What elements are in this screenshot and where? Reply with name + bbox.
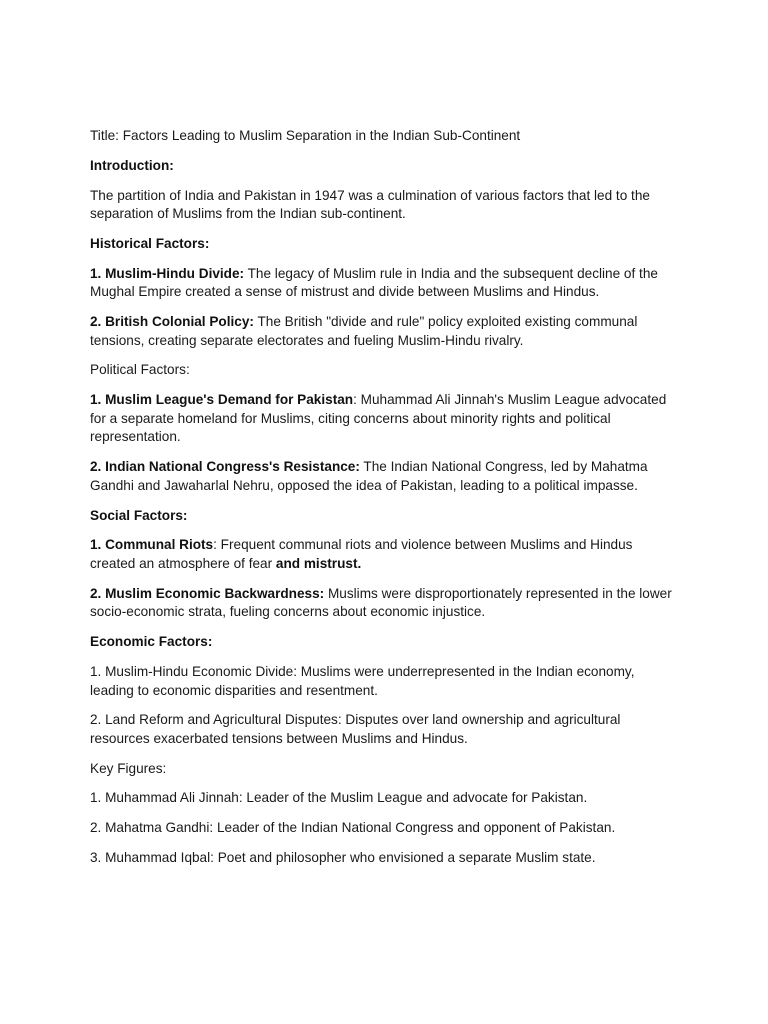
item-text: The Indian National Congress, led by Mahatma Gandhi and Jawaharlal Nehru, opposed the idea of Pakistan, leading to a political impasse.: [90, 459, 648, 493]
item-text: : Muhammad Ali Jinnah's Muslim League advocated for a separate homeland for Muslims, citing concerns about minority rights and political representation.: [90, 392, 667, 445]
introduction-text: The partition of India and Pakistan in 1947 was a culmination of various factors that led to the separation of Muslims from the Indian sub-continent.: [90, 187, 650, 222]
item-tail: and mistrust.: [275, 555, 362, 571]
political-factor-item: [90, 391, 680, 447]
item-label: 2. British Colonial Policy:: [90, 314, 254, 330]
social-factor-item: [90, 536, 680, 573]
economic-factor-item: 2. Land Reform and Agricultural Disputes: Disputes over land ownership and agricultural resources exacerbated tensions between Muslims and Hindus.: [90, 712, 621, 746]
item-text: Muslims were disproportionately represented in the lower socio-economic strata, fueling concerns about economic injustice.: [90, 585, 672, 620]
item-label: 1. Communal Riots: [90, 537, 214, 553]
document-title: Title: Factors Leading to Muslim Separation in the Indian Sub-Continent: [90, 128, 521, 143]
introduction-heading: Introduction:: [90, 157, 174, 173]
social-factors-heading: Social Factors:: [90, 507, 188, 523]
economic-factor-item: 1. Muslim-Hindu Economic Divide: Muslims were underrepresented in the Indian economy, leading to economic disparities and resentment.: [90, 663, 635, 698]
historical-factor-item: [90, 313, 680, 350]
political-factors-heading: Political Factors:: [90, 362, 190, 378]
item-label: 1. Muslim-Hindu Divide:: [90, 265, 245, 281]
political-factor-item: [90, 458, 680, 495]
item-label: 1. Muslim League's Demand for Pakistan: [90, 392, 354, 408]
economic-factors-heading: Economic Factors:: [90, 634, 213, 650]
item-label: 2. Muslim Economic Backwardness:: [90, 585, 325, 601]
item-text: The British "divide and rule" policy exploited existing communal tensions, creating separate electorates and fueling Muslim-Hindu rivalry.: [90, 314, 638, 348]
key-figure-item: 3. Muhammad Iqbal: Poet and philosopher who envisioned a separate Muslim state.: [90, 850, 596, 865]
item-text: The legacy of Muslim rule in India and the subsequent decline of the Mughal Empire created a sense of mistrust and divide between Muslims and Hindus.: [90, 265, 658, 300]
social-factor-item: [90, 585, 680, 622]
historical-factors-heading: Historical Factors:: [90, 235, 210, 251]
document-page: [90, 127, 680, 879]
item-text: : Frequent communal riots and violence between Muslims and Hindus created an atmosphere of fear: [90, 537, 633, 571]
key-figures-heading: Key Figures:: [90, 760, 167, 776]
key-figure-item: 1. Muhammad Ali Jinnah: Leader of the Muslim League and advocate for Pakistan.: [90, 790, 588, 806]
historical-factor-item: [90, 265, 680, 302]
item-label: 2. Indian National Congress's Resistance:: [90, 459, 360, 475]
key-figure-item: 2. Mahatma Gandhi: Leader of the Indian National Congress and opponent of Pakistan.: [90, 820, 616, 836]
